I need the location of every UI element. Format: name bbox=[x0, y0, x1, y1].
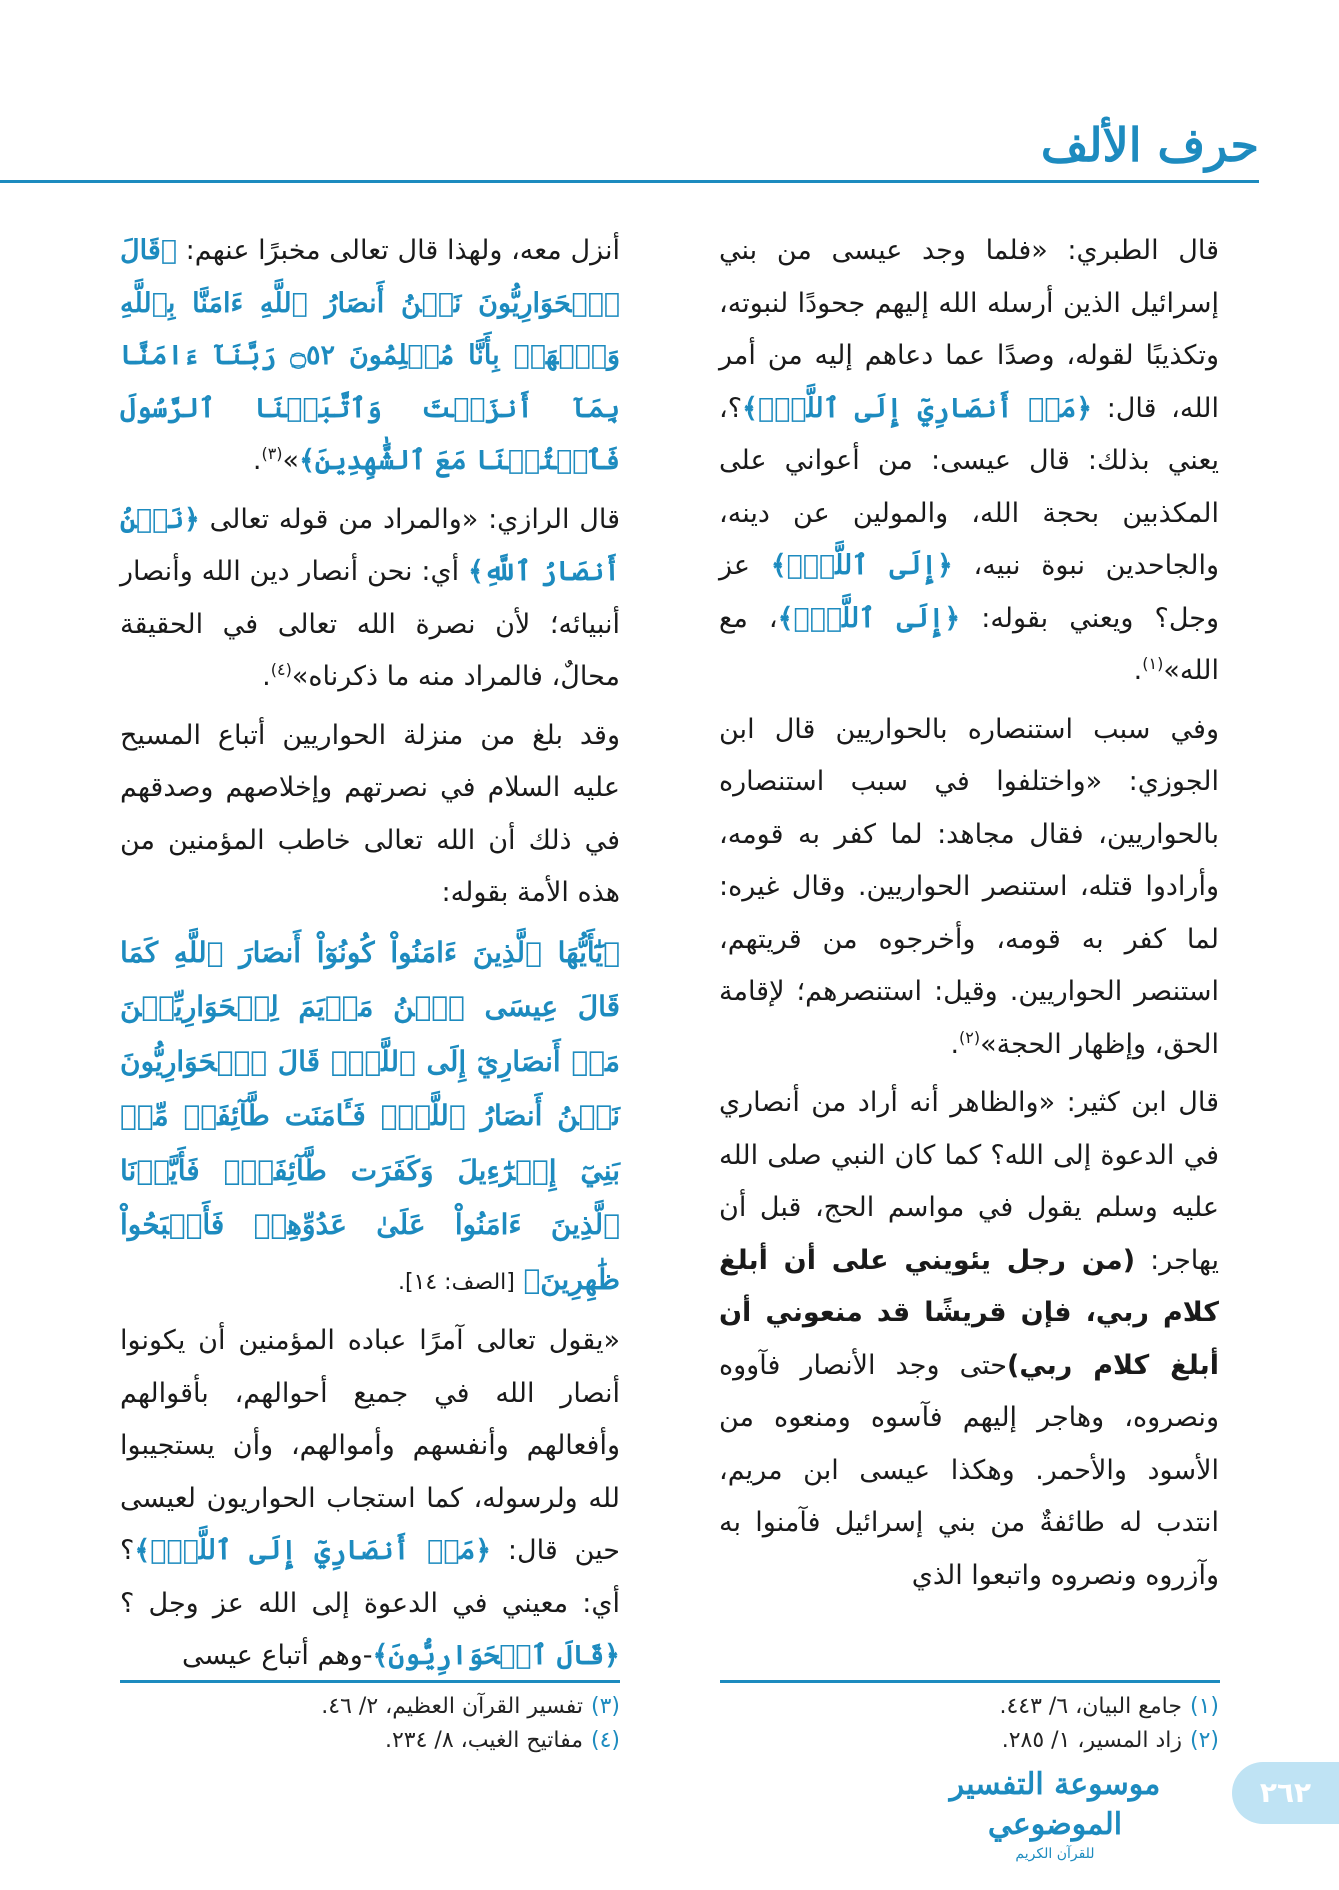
footnotes-left bbox=[120, 1690, 620, 1758]
quran-quote: ﴿قَالَ ٱلۡحَوَارِيُّونَ نَحۡنُ أَنصَارُ ٱللَّهِ ءَامَنَّا بِٱللَّهِ وَٱشۡهَدۡ بِأَنَّا مُسۡلِمُونَ ۝٥٢ رَبَّنَآ ءَامَنَّا بِمَآ أَنزَلۡتَ وَٱتَّبَعۡنَا ٱلرَّسُولَ فَٱكۡتُبۡنَا مَعَ ٱلشَّٰهِدِينَ﴾ bbox=[120, 235, 620, 476]
quran-quote: ﴿نَحۡنُ أَنصَارُ ٱللَّهِ﴾ bbox=[120, 503, 620, 587]
right-column bbox=[719, 225, 1219, 1608]
quran-quote: ﴿إِلَى ٱللَّهِۖ﴾ bbox=[770, 550, 953, 581]
footnote-item: (٢)زاد المسير، ١/ ٢٨٥. bbox=[1001, 1728, 1219, 1753]
paragraph-razi: قال الرازي: «والمراد من قوله تعالى ﴿نَحۡنُ أَنصَارُ ٱللَّهِ﴾ أي: نحن أنصار دين الله وأنصار أنبيائه؛ لأن نصرة الله تعالى في الحقيقة محالٌ، فالمراد منه ما ذكرناه»$^{(٤)}$. bbox=[120, 503, 620, 692]
footnote-divider-left bbox=[120, 1680, 620, 1683]
quran-quote: ﴿مَنۡ أَنصَارِيٓ إِلَى ٱللَّهِۖ﴾ bbox=[134, 1535, 492, 1566]
footnote-item: (٣)تفسير القرآن العظيم، ٢/ ٤٦. bbox=[321, 1694, 620, 1719]
footnote-marker[interactable]: (٤) bbox=[270, 660, 292, 679]
quran-block-saff bbox=[120, 926, 620, 1310]
encyclopedia-logo: موسوعة التفسير الموضوعي للقرآن الكريم bbox=[949, 1767, 1161, 1862]
footnote-marker[interactable]: (١) bbox=[1142, 654, 1164, 673]
verse-reference: [الصف: ١٤]. bbox=[397, 1269, 515, 1295]
paragraph-hawariyyun-status: وقد بلغ من منزلة الحواريين أتباع المسيح عليه السلام في نصرتهم وإخلاصهم وصدقهم في ذلك أن الله تعالى خاطب المؤمنين من هذه الأمة بقوله: bbox=[120, 719, 620, 908]
hadith-quote: (من رجل يئويني على أن أبلغ كلام ربي، فإن قريشًا قد منعوني أن أبلغ كلام ربي) bbox=[719, 1244, 1219, 1381]
quran-quote: ﴿قَالَ ٱلۡحَوَارِيُّونَ﴾ bbox=[372, 1640, 620, 1671]
quran-quote: ﴿إِلَى ٱللَّهِۖ﴾ bbox=[777, 602, 961, 634]
paragraph-ibn-kathir: قال ابن كثير: «والظاهر أنه أراد من أنصاري في الدعوة إلى الله؟ كما كان النبي صلى الله عليه وسلم يقول في مواسم الحج، قبل أن يهاجر: (من رجل يئويني على أن أبلغ كلام ربي، فإن قريشًا قد منعوني أن أبلغ كلام ربي)حتى وجد الأنصار فآووه ونصروه، وهاجر إليهم فآسوه ومنعوه من الأسود والأحمر. وهكذا عيسى ابن مريم، انتدب له طائفةٌ من بني إسرائيل فآمنوا به وآزروه ونصروه واتبعوا الذي bbox=[719, 1087, 1219, 1591]
quran-verse-block: ﴿يَٰٓأَيُّهَا ٱلَّذِينَ ءَامَنُواْ كُونُوٓاْ أَنصَارَ ٱللَّهِ كَمَا قَالَ عِيسَى ٱبۡنُ مَرۡيَمَ لِلۡحَوَارِيِّـۧنَ مَنۡ أَنصَارِيٓ إِلَى ٱللَّهِۖ قَالَ ٱلۡحَوَارِيُّونَ نَحۡنُ أَنصَارُ ٱللَّهِۖ فَـَٔامَنَت طَّآئِفَةٞ مِّنۢ بَنِيٓ إِسۡرَٰٓءِيلَ وَكَفَرَت طَّآئِفَةٞۖ فَأَيَّدۡنَا ٱلَّذِينَ ءَامَنُواْ عَلَىٰ عَدُوِّهِمۡ فَأَصۡبَحُواْ ظَٰهِرِينَ﴾ bbox=[120, 935, 620, 1296]
footnotes-right bbox=[719, 1690, 1219, 1758]
paragraph-tabari: قال الطبري: «فلما وجد عيسى من بني إسرائيل الذين أرسله الله إليهم جحودًا لنبوته، وتكذيبًا لقوله، وصدًا عما دعاهم إليه من أمر الله، قال: ﴿مَنۡ أَنصَارِيٓ إِلَى ٱللَّهِۖ﴾؟، يعني بذلك: قال عيسى: من أعواني على المكذبين بحجة الله، والمولين عن دينه، والجاحدين نبوة نبيه، ﴿إِلَى ٱللَّهِۖ﴾ عز وجل؟ ويعني بقوله: ﴿إِلَى ٱللَّهِۖ﴾، مع الله»$^{(١)}$. bbox=[719, 235, 1219, 686]
footnote-divider-right bbox=[720, 1680, 1220, 1683]
footnote-item: (٤)مفاتيح الغيب، ٨/ ٢٣٤. bbox=[384, 1728, 620, 1753]
header-divider bbox=[0, 180, 1259, 183]
paragraph-tafsir-quote: «يقول تعالى آمرًا عباده المؤمنين أن يكونوا أنصار الله في جميع أحوالهم، بأقوالهم وأفعالهم وأنفسهم وأموالهم، وأن يستجيبوا لله ولرسوله، كما استجاب الحواريون لعيسى حين قال: ﴿مَنۡ أَنصَارِيٓ إِلَى ٱللَّهِۖ﴾؟ أي: معيني في الدعوة إلى الله عز وجل ؟ ﴿قَالَ ٱلۡحَوَارِيُّونَ﴾-وهم أتباع عيسى bbox=[120, 1325, 620, 1671]
page-number-badge: ٢٦٢ bbox=[1232, 1762, 1339, 1824]
footnote-marker[interactable]: (٢) bbox=[959, 1027, 981, 1047]
paragraph-ibn-aljawzi: وفي سبب استنصاره بالحواريين قال ابن الجوزي: «واختلفوا في سبب استنصاره بالحواريين، فقال مجاهد: لما كفر به قومه، وأرادوا قتله، استنصر الحواريين. وقال غيره: لما كفر به قومه، وأخرجوه من قريتهم، استنصر الحواريين. وقيل: استنصرهم؛ لإقامة الحق، وإظهار الحجة»$^{(٢)}$. bbox=[719, 713, 1219, 1060]
quran-quote: ﴿مَنۡ أَنصَارِيٓ إِلَى ٱللَّهِۖ﴾ bbox=[742, 392, 1093, 424]
chapter-title: حرف الألف bbox=[1040, 118, 1259, 172]
footnote-item: (١)جامع البيان، ٦/ ٤٤٣. bbox=[999, 1694, 1219, 1719]
paragraph-continuation: أنزل معه، ولهذا قال تعالى مخبرًا عنهم: ﴿قَالَ ٱلۡحَوَارِيُّونَ نَحۡنُ أَنصَارُ ٱللَّهِ ءَامَنَّا بِٱللَّهِ وَٱشۡهَدۡ بِأَنَّا مُسۡلِمُونَ ۝٥٢ رَبَّنَآ ءَامَنَّا بِمَآ أَنزَلۡتَ وَٱتَّبَعۡنَا ٱلرَّسُولَ فَٱكۡتُبۡنَا مَعَ ٱلشَّٰهِدِينَ﴾»$^{(٣)}$. bbox=[120, 235, 620, 476]
footnote-marker[interactable]: (٣) bbox=[261, 444, 283, 463]
left-column bbox=[120, 225, 620, 1689]
